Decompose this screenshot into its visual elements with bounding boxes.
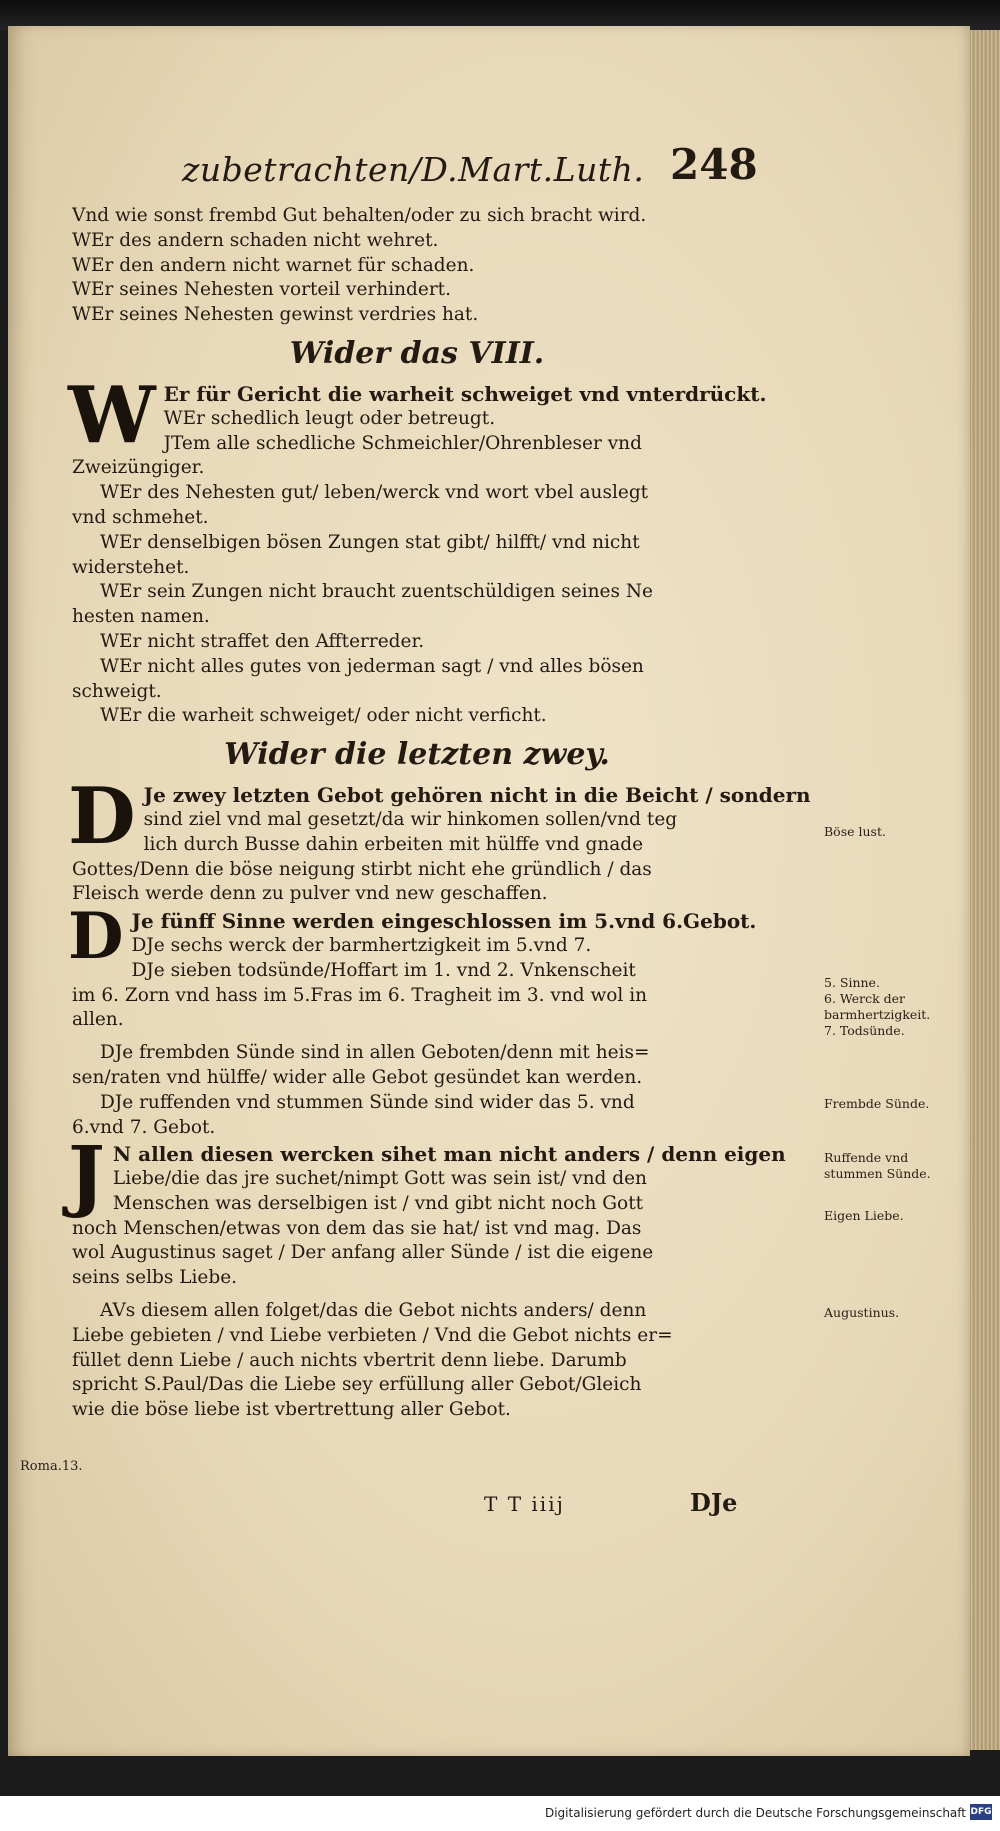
text-line: seins selbs Liebe. (72, 1267, 238, 1289)
text-line: WEr sein Zungen nicht braucht zuentschüldigen seines Ne (100, 581, 653, 603)
paragraph-1 (68, 771, 811, 907)
text-line: WEr die warheit schweiget/ oder nicht verficht. (100, 705, 547, 727)
text-line: Er für Gericht die warheit schweiget vnd vnterdrückt. (163, 381, 767, 406)
page-header (72, 140, 762, 204)
section-heading-last-two: Wider die letzten zwey. (224, 737, 610, 773)
text-line: 6.vnd 7. Gebot. (72, 1116, 216, 1138)
text-line: DJe frembden Sünde sind in allen Geboten/denn mit heis= (100, 1042, 650, 1064)
section-8-body (68, 369, 767, 729)
text-line: lich durch Busse dahin erbeiten mit hülffe vnd gnade (143, 833, 644, 855)
margin-note-stummen: stummen Sünde. (824, 1166, 931, 1181)
text-line: allen. (72, 1009, 124, 1031)
text-line: WEr seines Nehesten vorteil verhindert. (72, 279, 451, 301)
text-line: hesten namen. (72, 606, 210, 628)
section-heading-viii: Wider das VIII. (289, 335, 545, 371)
paragraph-4 (68, 1130, 786, 1291)
text-line: sen/raten vnd hülffe/ wider alle Gebot gesündet kan werden. (72, 1066, 643, 1088)
catchword: DJe (690, 1488, 738, 1517)
text-line: WEr des andern schaden nicht wehret. (72, 229, 439, 251)
margin-note-werck: 6. Werck der (824, 991, 906, 1006)
margin-note-ruffende: Ruffende vnd (824, 1150, 909, 1165)
text-line: Zweizüngiger. (72, 457, 205, 479)
page-number: 248 (670, 140, 758, 189)
text-line: noch Menschen/etwas von dem das sie hat/ ist vnd mag. Das (72, 1217, 642, 1239)
text-line: spricht S.Paul/Das die Liebe sey erfüllung aller Gebot/Gleich (72, 1374, 642, 1396)
margin-note-frembde: Frembde Sünde. (824, 1096, 930, 1111)
signature-mark: T T iiij (484, 1492, 565, 1516)
text-line: WEr nicht straffet den Affterreder. (100, 630, 425, 652)
text-line: Gottes/Denn die böse neigung stirbt nicht ehe gründlich / das (72, 858, 652, 880)
drop-cap: D (68, 771, 136, 863)
text-line: WEr seines Nehesten gewinst verdries hat. (72, 304, 479, 326)
text-line: DJe sieben todsünde/Hoffart im 1. vnd 2. Vnkenscheit (131, 959, 636, 981)
text-line: WEr des Nehesten gut/ leben/werck vnd wort vbel auslegt (100, 482, 649, 504)
funder-bar (0, 1796, 1000, 1831)
margin-note-roma: Roma.13. (20, 1459, 83, 1474)
margin-note-eigen-liebe: Eigen Liebe. (824, 1208, 904, 1223)
text-line: JTem alle schedliche Schmeichler/Ohrenbleser vnd (163, 432, 642, 454)
drop-cap: W (68, 369, 156, 461)
text-line: Menschen was derselbigen ist / vnd gibt nicht noch Gott (112, 1192, 644, 1214)
margin-note-augustinus: Augustinus. (824, 1305, 900, 1320)
text-line: WEr schedlich leugt oder betreugt. (163, 407, 496, 429)
text-line: Je fünff Sinne werden eingeschlossen im 5.vnd 6.Gebot. (131, 909, 757, 934)
paragraph-5 (72, 1299, 762, 1423)
text-line: AVs diesem allen folget/das die Gebot nichts anders/ denn (100, 1300, 647, 1322)
margin-note-barmhertzigkeit: barmhertzigkeit. (824, 1007, 931, 1022)
paragraph-3 (72, 1041, 762, 1140)
text-line: DJe sechs werck der barmhertzigkeit im 5.vnd 7. (131, 934, 592, 956)
text-line: im 6. Zorn vnd hass im 5.Fras im 6. Tragheit im 3. vnd wol in (72, 984, 648, 1006)
margin-note-boese-lust: Böse lust. (824, 824, 886, 839)
text-line: DJe ruffenden vnd stummen Sünde sind wider das 5. vnd (100, 1091, 635, 1113)
text-line: widerstehet. (72, 556, 190, 578)
text-line: wol Augustinus saget / Der anfang aller Sünde / ist die eigene (72, 1242, 654, 1264)
page-footer (72, 1488, 762, 1522)
text-line: vnd schmehet. (72, 506, 209, 528)
section-7-tail (72, 204, 762, 328)
text-line: wie die böse liebe ist vbertrettung aller Gebot. (72, 1399, 511, 1421)
text-line: sind ziel vnd mal gesetzt/da wir hinkomen sollen/vnd teg (143, 808, 678, 830)
text-line: schweigt. (72, 680, 162, 702)
text-line: Fleisch werde denn zu pulver vnd new geschaffen. (72, 883, 548, 905)
drop-cap: J (68, 1130, 105, 1222)
running-title: zubetrachten/D.Mart.Luth. (182, 150, 645, 189)
text-line: Je zwey letzten Gebot gehören nicht in die Beicht / sondern (143, 783, 811, 808)
drop-cap: D (68, 899, 124, 975)
text-line: WEr nicht alles gutes von jederman sagt / vnd alles bösen (100, 655, 644, 677)
text-line: Liebe/die das jre suchet/nimpt Gott was sein ist/ vnd den (112, 1168, 647, 1190)
text-line: N allen diesen wercken sihet man nicht anders / denn eigen (112, 1142, 786, 1167)
text-line: Liebe gebieten / vnd Liebe verbieten / Vnd die Gebot nichts er= (72, 1324, 673, 1346)
margin-note-sinne: 5. Sinne. (824, 975, 880, 990)
text-line: WEr den andern nicht warnet für schaden. (72, 254, 475, 276)
text-line: WEr denselbigen bösen Zungen stat gibt/ hilfft/ vnd nicht (100, 531, 640, 553)
funder-credit: Digitalisierung gefördert durch die Deutsche Forschungsgemeinschaft (544, 1806, 966, 1820)
margin-note-todsuende: 7. Todsünde. (824, 1023, 905, 1038)
main-text-block (68, 140, 931, 1423)
paragraph-2 (68, 899, 762, 1033)
dfg-logo-icon: DFG (970, 1804, 992, 1820)
text-line: füllet denn Liebe / auch nichts vbertrit denn liebe. Darumb (72, 1349, 627, 1371)
text-line: Vnd wie sonst frembd Gut behalten/oder zu sich bracht wird. (72, 205, 647, 226)
